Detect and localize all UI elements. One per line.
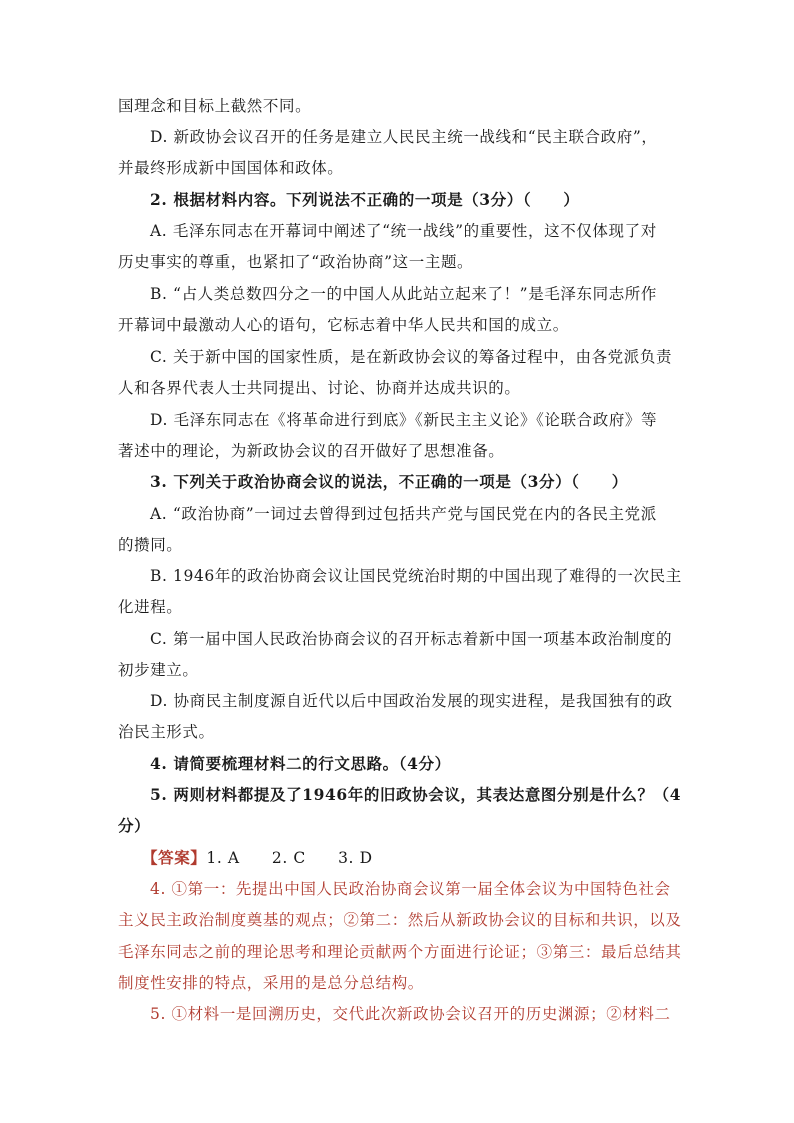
q3-option-d-line1: D. 协商民主制度源自近代以后中国政治发展的现实进程，是我国独有的政 <box>150 692 673 710</box>
answer-4-line4: 制度性安排的特点，采用的是总分总结构。 <box>118 974 424 992</box>
q2-option-a-line2: 历史事实的尊重，也紧扣了“政治协商”这一主题。 <box>118 253 474 271</box>
q2-option-c-line2: 人和各界代表人士共同提出、讨论、协商并达成共识的。 <box>118 379 521 397</box>
answer-4-line2: 主义民主政治制度奠基的观点；②第二：然后从新政协会议的目标和共识，以及 <box>118 911 682 929</box>
answer-label: 【答案】 <box>142 848 207 867</box>
q4-stem: 4. 请简要梳理材料二的行文思路。（4分） <box>150 754 451 773</box>
q2-option-c-line1: C. 关于新中国的国家性质，是在新政协会议的筹备过程中，由各党派负责 <box>150 348 673 366</box>
q2-stem: 2. 根据材料内容。下列说法不正确的一项是（3分）（ ） <box>150 190 580 209</box>
q5-stem-line2: 分） <box>118 816 151 835</box>
q2-option-d-line1: D. 毛泽东同志在《将革命进行到底》《新民主主义论》《论联合政府》等 <box>150 411 658 429</box>
q3-stem: 3. 下列关于政治协商会议的说法，不正确的一项是（3分）（ ） <box>150 472 628 491</box>
continuation-text: 国理念和目标上截然不同。 <box>118 97 312 115</box>
answer-choices-line <box>142 847 702 869</box>
q3-option-c-line1: C. 第一届中国人民政治协商会议的召开标志着新中国一项基本政治制度的 <box>150 630 673 648</box>
q2-option-b-line1: B. “占人类总数四分之一的中国人从此站立起来了！”是毛泽东同志所作 <box>150 285 657 303</box>
q1-option-d-line1: D. 新政协会议召开的任务是建立人民民主统一战线和“民主联合政府”， <box>150 128 658 146</box>
q5-stem-line1: 5. 两则材料都提及了1946年的旧政协会议，其表达意图分别是什么？（4 <box>150 785 682 804</box>
q3-option-d-line2: 治民主形式。 <box>118 723 215 741</box>
answer-5-line1: 5. ①材料一是回溯历史，交代此次新政协会议召开的历史渊源；②材料二 <box>150 1005 671 1023</box>
q2-option-b-line2: 开幕词中最激动人心的语句，它标志着中华人民共和国的成立。 <box>118 316 569 334</box>
q3-option-c-line2: 初步建立。 <box>118 661 199 679</box>
q3-option-a-line1: A. “政治协商”一词过去曾得到过包括共产党与国民党在内的各民主党派 <box>150 505 657 523</box>
q3-option-b-line1: B. 1946年的政治协商会议让国民党统治时期的中国出现了难得的一次民主 <box>150 567 682 585</box>
q2-option-d-line2: 著述中的理论，为新政协会议的召开做好了思想准备。 <box>118 442 505 460</box>
q3-option-a-line2: 的攒同。 <box>118 536 183 554</box>
q2-option-a-line1: A. 毛泽东同志在开幕词中阐述了“统一战线”的重要性，这不仅体现了对 <box>150 222 657 240</box>
answer-choices: 1. A 2. C 3. D <box>206 849 373 867</box>
answer-4-line1: 4. ①第一：先提出中国人民政治协商会议第一届全体会议为中国特色社会 <box>150 880 671 898</box>
q1-option-d-line2: 并最终形成新中国国体和政体。 <box>118 159 344 177</box>
answer-4-line3: 毛泽东同志之前的理论思考和理论贡献两个方面进行论证；③第三：最后总结其 <box>118 943 682 961</box>
q3-option-b-line2: 化进程。 <box>118 598 183 616</box>
